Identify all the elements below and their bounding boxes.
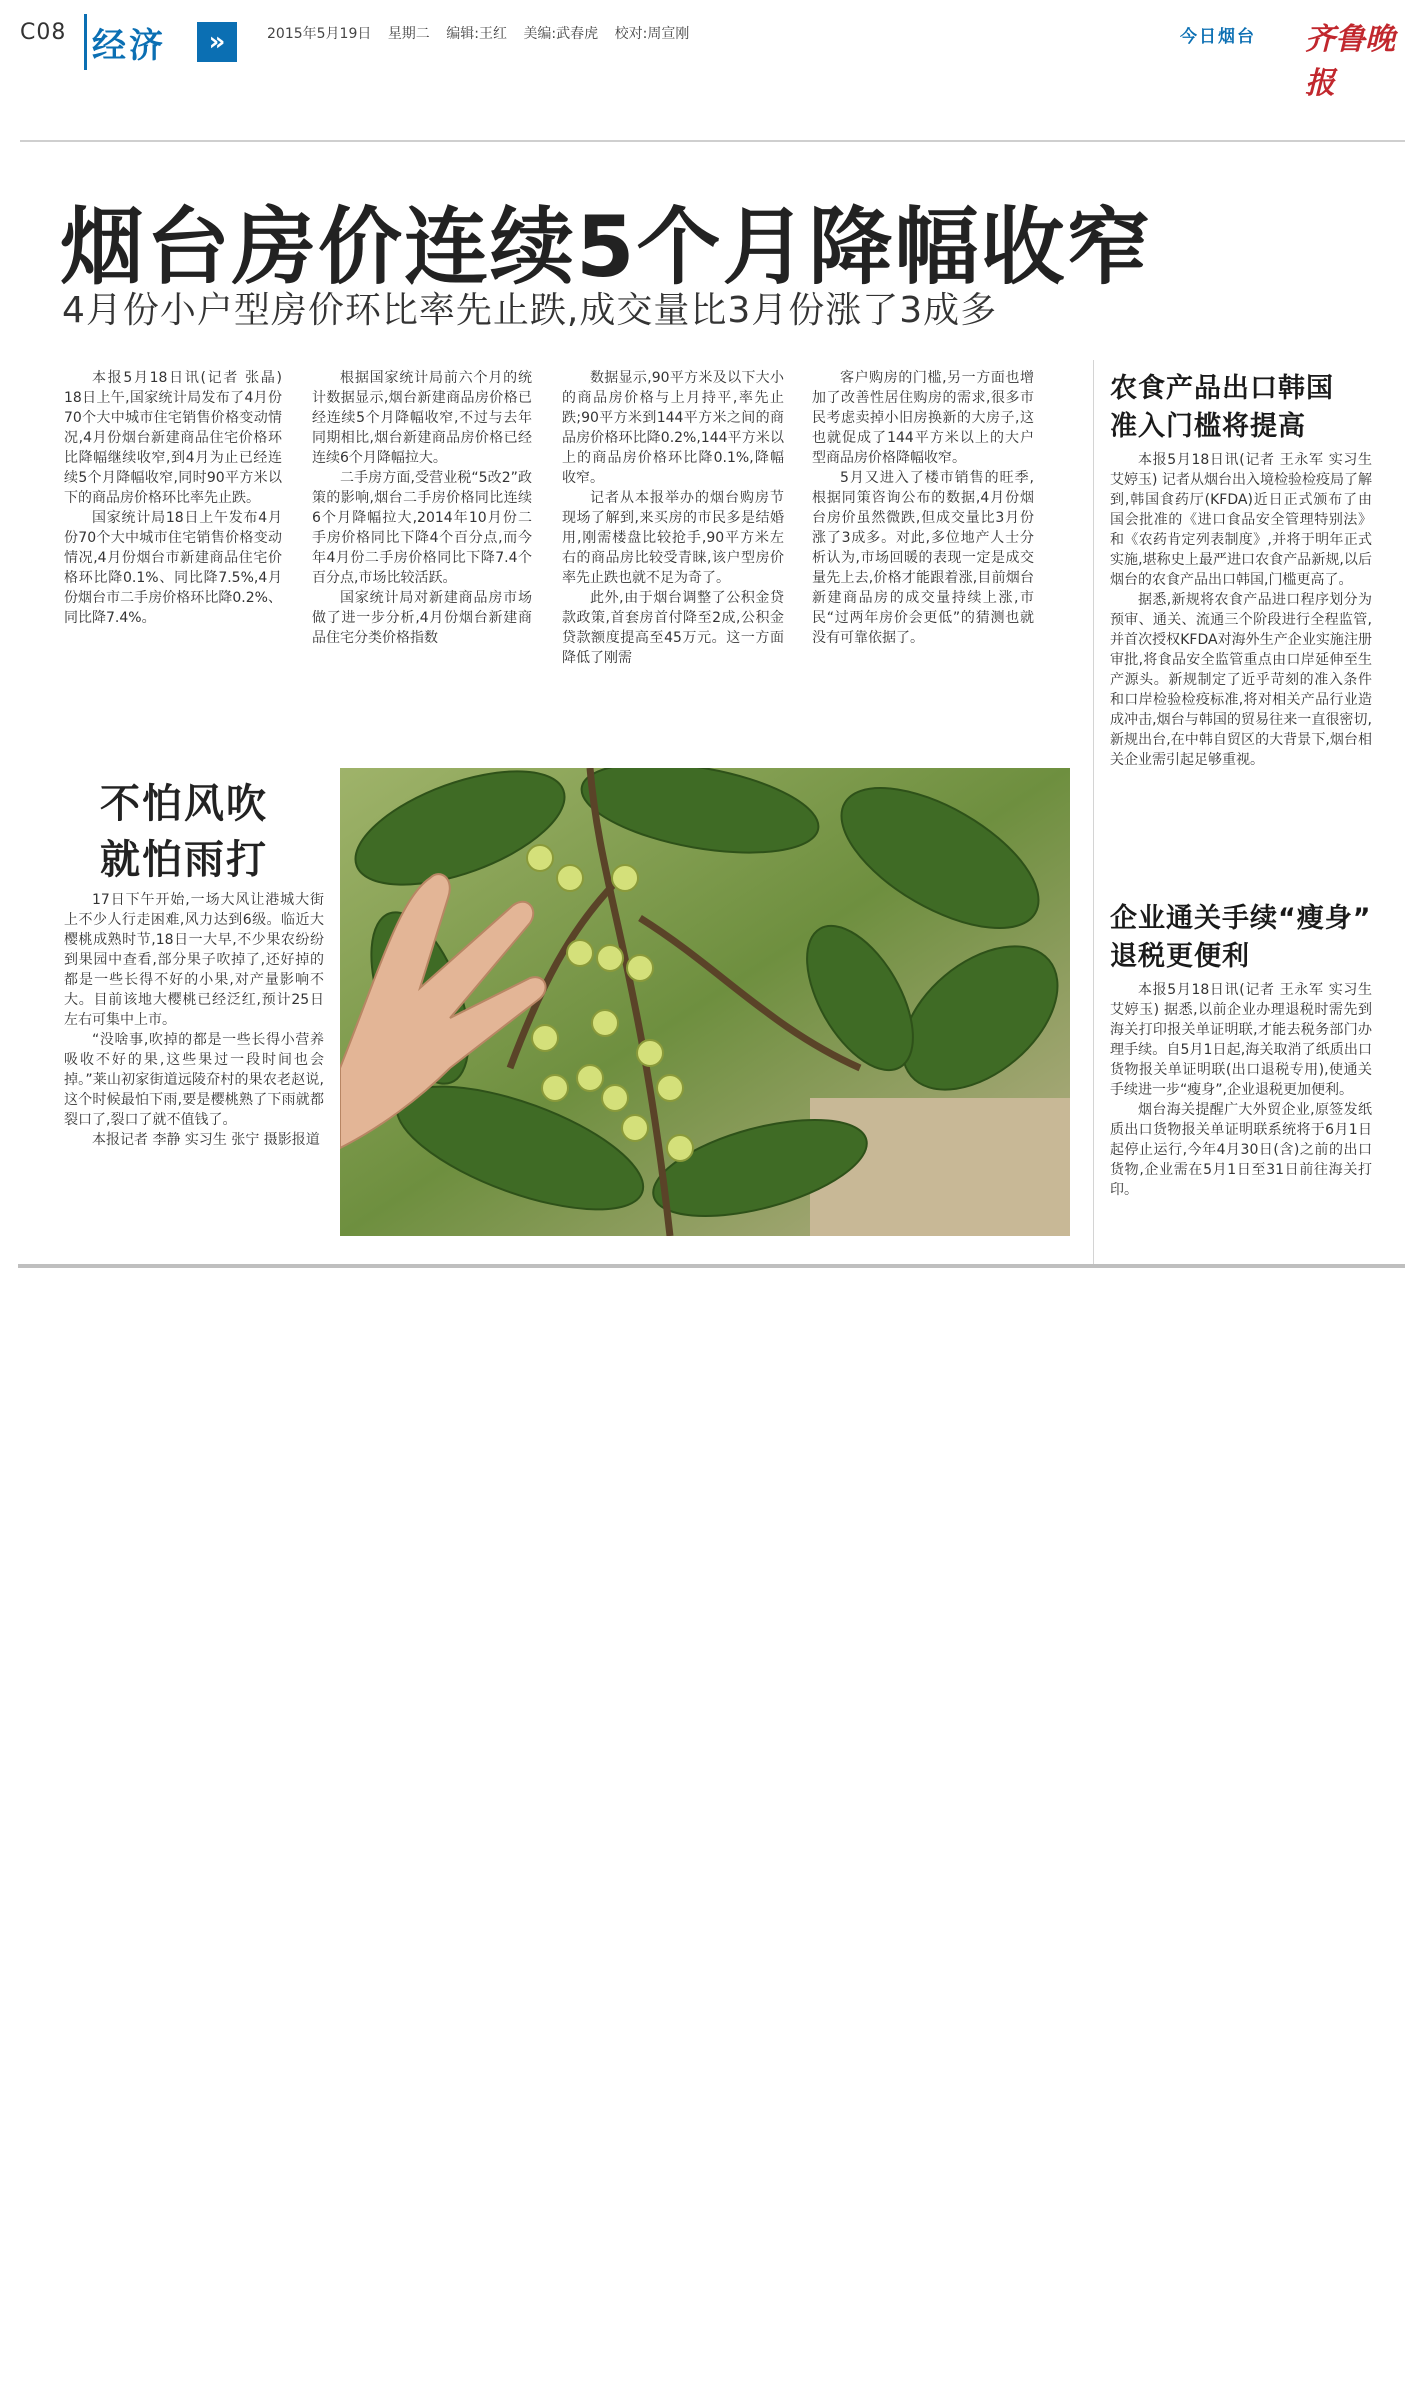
side-story-1-title: 农食产品出口韩国 准入门槛将提高 [1110, 373, 1334, 442]
paragraph: 烟台海关提醒广大外贸企业,原签发纸质出口货物报关单证明联系统将于6月1日起停止运行,今年4月30日(含)之前的出口货物,企业需在5月1日至31日前往海关打印。 [1110, 1102, 1372, 1198]
paragraph: 本报5月18日讯(记者 王永军 实习生 艾婷玉) 据悉,以前企业办理退税时需先到海关打印报关单证明联,才能去税务部门办理手续。自5月1日起,海关取消了纸质出口货物报关单证明联(出口退税专用),使通关手续进一步“瘦身”,企业退税更加便利。 [1110, 982, 1372, 1098]
photo-credit: 本报记者 李静 实习生 张宁 摄影报道 [92, 1132, 320, 1148]
bottom-divider [18, 1264, 1405, 1268]
paragraph: 17日下午开始,一场大风让港城大街上不少人行走困难,风力达到6级。临近大樱桃成熟时节,18日一大早,不少果农纷纷到果园中查看,部分果子吹掉了,还好掉的都是一些长得不好的小果,对产量影响不大。目前该地大樱桃已经泛红,预计25日左右可集中上市。 [64, 892, 324, 1028]
paragraph: 本报5月18日讯(记者 张晶) 18日上午,国家统计局发布了4月份70个大中城市住宅销售价格变动情况,4月份烟台新建商品住宅价格环比降幅继续收窄,到4月为止已经连续5个月降幅收窄,同时90平方米以下的商品房价格环比率先止跌。 [64, 370, 282, 506]
paragraph: 此外,由于烟台调整了公积金贷款政策,首套房首付降至2成,公积金贷款额度提高至45万元。这一方面降低了刚需 [562, 590, 784, 666]
lead-column-4 [812, 368, 1034, 648]
paragraph: 5月又进入了楼市销售的旺季,根据同策咨询公布的数据,4月份烟台房价虽然微跌,但成交量比3月份涨了3成多。对此,多位地产人士分析认为,市场回暖的表现一定是成交量先上去,价格才能跟着涨,目前烟台新建商品房的成交量持续上涨,市民“过两年房价会更低”的猜测也就没有可靠依据了。 [812, 470, 1034, 646]
section-label: 经济 [92, 26, 166, 66]
paragraph: 客户购房的门槛,另一方面也增加了改善性居住购房的需求,很多市民考虑卖掉小旧房换新的大房子,这也就促成了144平方米以上的大户型商品房价格降幅收窄。 [812, 370, 1034, 466]
cherry-photo [340, 768, 1070, 1236]
lead-column-3 [562, 368, 784, 668]
issue-weekday: 星期二 [387, 26, 430, 42]
proofreader-credit: 校对:周宣刚 [614, 26, 690, 42]
paragraph: 国家统计局18日上午发布4月份70个大中城市住宅销售价格变动情况,4月份烟台市新建商品住宅价格环比降0.1%、同比降7.5%,4月份烟台市二手房价格环比降0.2%、同比降7.4%。 [64, 510, 282, 626]
lead-headline: 烟台房价连续5个月降幅收窄 [60, 198, 1153, 296]
paragraph: 据悉,新规将农食产品进口程序划分为预审、通关、流通三个阶段进行全程监管,并首次授权KFDA对海外生产企业实施注册审批,将食品安全监管重点由口岸延伸至生产源头。新规制定了近乎苛刻的准入条件和口岸检验检疫标准,将对相关产品行业造成冲击,烟台与韩国的贸易往来一直很密切,新规出台,在中韩自贸区的大背景下,烟台相关企业需引起足够重视。 [1110, 592, 1372, 768]
top-divider [20, 140, 1405, 142]
issue-meta [267, 23, 701, 43]
paragraph: 根据国家统计局前六个月的统计数据显示,烟台新建商品房价格已经连续5个月降幅收窄,不过与去年同期相比,烟台新建商品房价格已经连续6个月降幅拉大。 [312, 370, 532, 466]
paragraph: 本报5月18日讯(记者 王永军 实习生 艾婷玉) 记者从烟台出入境检验检疫局了解到,韩国食药厅(KFDA)近日正式颁布了由国会批准的《进口食品安全管理特别法》和《农药肯定列表制度》,并将于明年正式实施,堪称史上最严进口农食产品新规,以后烟台的农食产品出口韩国,门槛更高了。 [1110, 452, 1372, 588]
issue-date: 2015年5月19日 [267, 26, 372, 42]
side-story-2-body [1110, 980, 1372, 1200]
side-story-2-title: 企业通关手续“瘦身” 退税更便利 [1110, 903, 1372, 972]
page-number: C08 [20, 20, 67, 45]
paper-logo: 齐鲁晚报 [1305, 22, 1395, 101]
paragraph: 数据显示,90平方米及以下大小的商品房价格与上月持平,率先止跌;90平方米到144平方米之间的商品房价格环比降0.2%,144平方米以上的商品房价格环比降0.1%,降幅收窄。 [562, 370, 784, 486]
section-arrow-icon: » [197, 22, 237, 62]
today-yantai-label: 今日烟台 [1180, 27, 1256, 47]
paragraph: 记者从本报举办的烟台购房节现场了解到,来买房的市民多是结婚用,刚需楼盘比较抢手,90平方米左右的商品房比较受青睐,该户型房价率先止跌也就不足为奇了。 [562, 490, 784, 586]
lead-subhead: 4月份小户型房价环比率先止跌,成交量比3月份涨了3成多 [62, 290, 998, 331]
cherry-branch-illustration [340, 768, 1070, 1236]
side-story-1-body [1110, 450, 1372, 770]
paragraph: “没啥事,吹掉的都是一些长得小营养吸收不好的果,这些果过一段时间也会掉。”莱山初家街道远陵夼村的果农老赵说,这个时候最怕下雨,要是樱桃熟了下雨就都裂口了,裂口了就不值钱了。 [64, 1032, 324, 1128]
art-editor-credit: 美编:武春虎 [523, 26, 599, 42]
side-column-divider [1093, 360, 1094, 1265]
lead-column-2 [312, 368, 532, 648]
paragraph: 国家统计局对新建商品房市场做了进一步分析,4月份烟台新建商品住宅分类价格指数 [312, 590, 532, 646]
cherry-story-title: 不怕风吹 就怕雨打 [100, 781, 268, 883]
cherry-story-body [64, 890, 324, 1150]
lead-column-1 [64, 368, 282, 628]
editor-credit: 编辑:王红 [446, 26, 507, 42]
paragraph: 二手房方面,受营业税“5改2”政策的影响,烟台二手房价格同比连续6个月降幅拉大,2014年10月份二手房价格同比下降4个百分点,而今年4月份二手房价格同比下降7.4个百分点,市场比较活跃。 [312, 470, 532, 586]
